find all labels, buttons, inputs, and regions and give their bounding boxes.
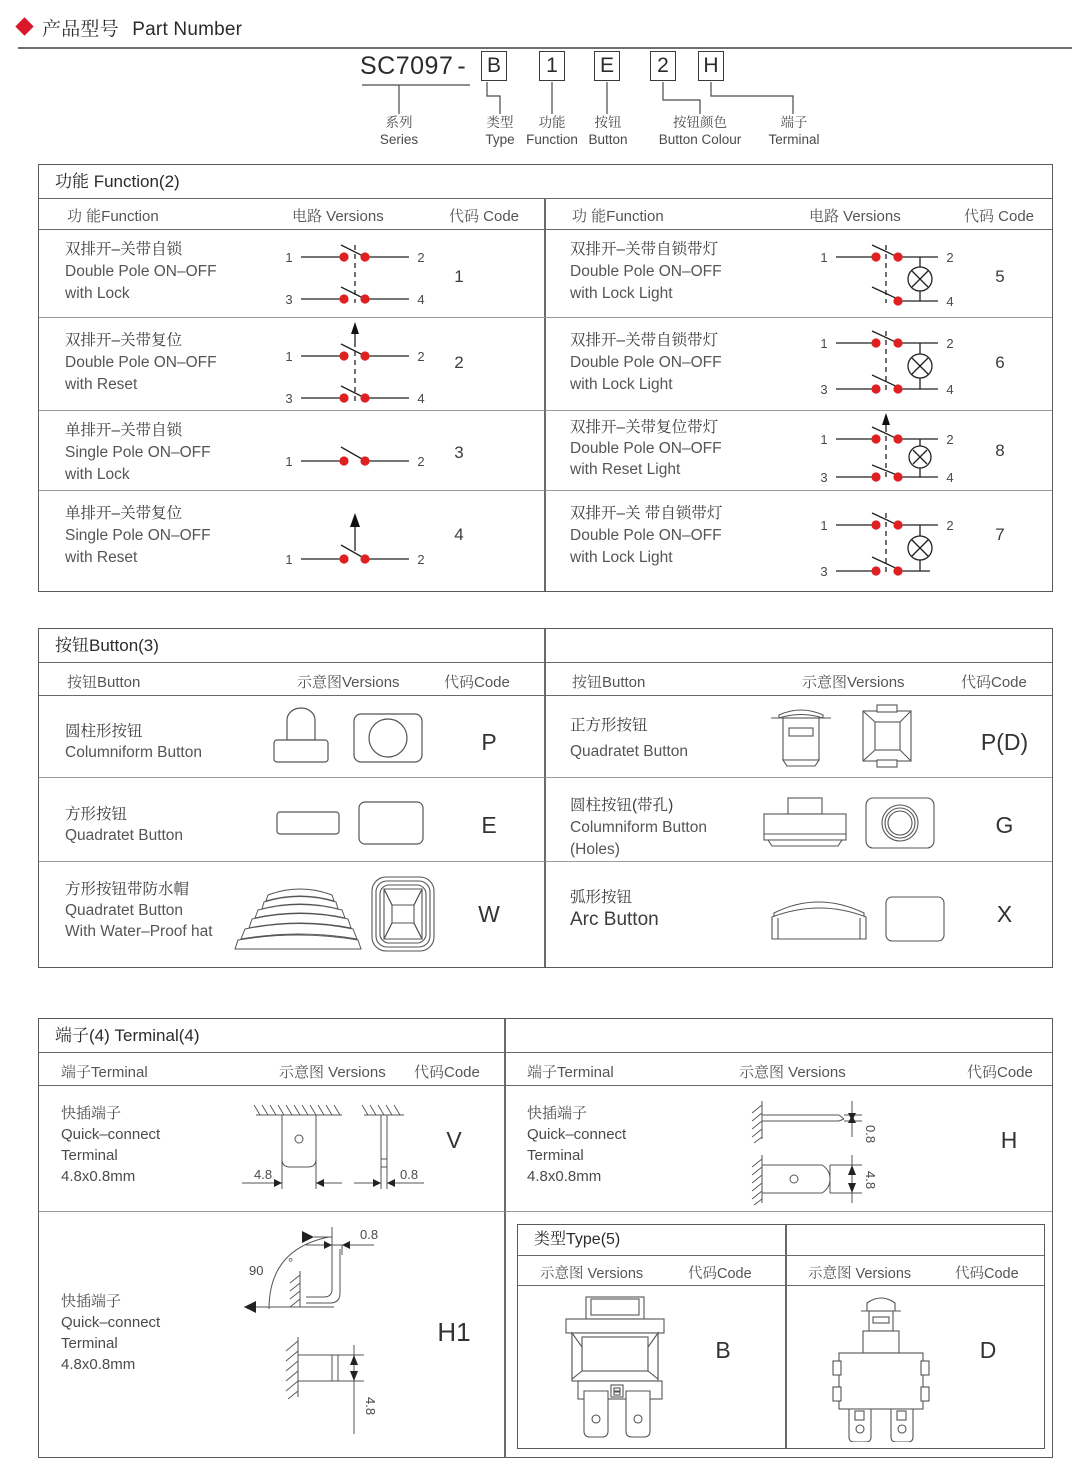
fn-col-versions-left: 电路 Versions: [292, 208, 384, 225]
svg-text:2: 2: [417, 454, 425, 469]
circuit-dp-lock: [279, 237, 469, 315]
table-row: Double Pole ON–OFF: [65, 354, 217, 371]
header-divider: [18, 47, 1072, 49]
pn-box-button[interactable]: E: [594, 51, 620, 81]
button-table: [38, 628, 1053, 968]
divider: [545, 410, 1052, 411]
table-row: with Reset: [65, 376, 138, 393]
table-row: 双排开–关带复位: [65, 332, 183, 349]
pn-label-button-colour-cn: 按钮颜色: [673, 115, 727, 130]
pn-label-series-en: Series: [379, 132, 419, 147]
pn-label-button-cn: 按钮: [594, 115, 622, 130]
table-row: Quick–connect: [527, 1126, 627, 1143]
page-title-cn: 产品型号: [42, 19, 119, 40]
function-table-title: 功能 Function(2): [55, 172, 180, 191]
svg-text:2: 2: [946, 336, 954, 351]
shape-arc: [754, 887, 949, 953]
circuit-dp-lock-light-5: [814, 237, 994, 319]
fn-code-6: 6: [995, 353, 1005, 372]
page-title-en: Part Number: [132, 19, 243, 40]
table-row: Arc Button: [570, 909, 659, 930]
shape-push-switch: [823, 1287, 953, 1442]
divider: [505, 1211, 1052, 1212]
shape-rocker-switch: [556, 1291, 686, 1441]
pn-label-function-cn: 功能: [538, 115, 566, 130]
svg-text:2: 2: [417, 552, 425, 567]
term-code-H1: H1: [437, 1317, 471, 1347]
pn-box-terminal[interactable]: H: [698, 51, 724, 81]
term-col-versions-right: 示意图 Versions: [739, 1064, 846, 1081]
divider: [39, 777, 544, 778]
pn-label-terminal-cn: 端子: [780, 115, 808, 130]
pn-box-button-colour[interactable]: 2: [650, 51, 676, 81]
type-table: [517, 1224, 1045, 1449]
table-row: Terminal: [61, 1335, 118, 1352]
table-row: 快插端子: [61, 1105, 122, 1122]
svg-text:2: 2: [946, 250, 954, 265]
table-row: 正方形按钮: [570, 717, 648, 734]
svg-text:4: 4: [417, 292, 425, 307]
fn-col-name-right: 功 能Function: [572, 208, 664, 225]
divider: [545, 777, 1052, 778]
table-row: Columniform Button: [65, 744, 202, 761]
series-text: SC7097: [360, 52, 454, 80]
table-row: with Reset Light: [570, 461, 681, 478]
pn-label-terminal: [752, 114, 836, 148]
btn-code-PD: P(D): [980, 729, 1029, 755]
divider: [39, 861, 544, 862]
svg-text:2: 2: [417, 250, 425, 265]
btn-col-versions-left: 示意图Versions: [297, 674, 400, 691]
svg-text:0.8: 0.8: [360, 1227, 379, 1242]
term-col-code-right: 代码Code: [967, 1064, 1033, 1081]
pn-box-function[interactable]: 1: [539, 51, 565, 81]
divider: [39, 1085, 1052, 1086]
svg-text:1: 1: [285, 250, 293, 265]
shape-columniform: [249, 704, 439, 772]
table-row: Terminal: [527, 1147, 584, 1164]
table-row: with Lock: [65, 466, 130, 483]
fn-code-3: 3: [454, 443, 464, 462]
shape-waterproof: [224, 869, 439, 959]
divider: [518, 1255, 1044, 1256]
dash-text: -: [457, 52, 467, 80]
pn-label-function-en: Function: [526, 132, 578, 147]
divider: [39, 198, 1052, 199]
btn-col-name-right: 按钮Button: [572, 674, 646, 691]
pn-label-type-en: Type: [485, 132, 515, 147]
table-row: Quadratet Button: [65, 827, 184, 844]
svg-text:4.8: 4.8: [363, 1397, 378, 1416]
shape-square-cap: [759, 701, 949, 773]
button-table-title: 按钮Button(3): [55, 636, 159, 655]
table-row: with Lock Light: [570, 376, 673, 393]
table-row: Terminal: [61, 1147, 118, 1164]
svg-text:1: 1: [820, 336, 828, 351]
btn-code-W: W: [478, 901, 500, 927]
btn-col-code-right: 代码Code: [961, 674, 1027, 691]
fn-code-2: 2: [454, 353, 464, 372]
circuit-dp-lock-light-6: [814, 323, 994, 405]
svg-text:0.8: 0.8: [863, 1125, 878, 1144]
table-row: Double Pole ON–OFF: [570, 263, 722, 280]
table-row: 4.8x0.8mm: [61, 1168, 136, 1185]
table-row: 单排开–关带自锁: [65, 422, 183, 439]
table-row: 方形按钮带防水帽: [65, 881, 190, 898]
pn-label-button: [570, 114, 646, 148]
fn-code-8: 8: [995, 441, 1005, 460]
svg-text:4: 4: [946, 470, 954, 485]
fn-col-versions-right: 电路 Versions: [809, 208, 901, 225]
svg-text:4.8: 4.8: [254, 1167, 273, 1182]
circuit-sp-reset: [279, 503, 469, 581]
table-row: 4.8x0.8mm: [61, 1356, 136, 1373]
drawing-terminal-h: [744, 1093, 944, 1211]
table-row: 双排开–关带自锁: [65, 241, 183, 258]
table-row: 4.8x0.8mm: [527, 1168, 602, 1185]
type-col-code-right: 代码Code: [955, 1266, 1019, 1282]
table-row: Double Pole ON–OFF: [570, 527, 722, 544]
svg-text:1: 1: [820, 518, 828, 533]
table-row: Single Pole ON–OFF: [65, 444, 211, 461]
pn-label-type-cn: 类型: [486, 115, 514, 130]
btn-col-code-left: 代码Code: [444, 674, 510, 691]
svg-text:1: 1: [285, 454, 293, 469]
divider: [39, 1211, 504, 1212]
table-row: 快插端子: [527, 1105, 588, 1122]
term-col-name-right: 端子Terminal: [527, 1064, 614, 1081]
btn-code-G: G: [995, 812, 1014, 838]
pn-label-button-colour: [640, 114, 760, 148]
svg-text:1: 1: [285, 552, 293, 567]
table-row: With Water–Proof hat: [65, 923, 213, 940]
btn-code-X: X: [996, 901, 1013, 927]
table-row: Double Pole ON–OFF: [570, 440, 722, 457]
table-row: 单排开–关带复位: [65, 505, 183, 522]
table-row: 方形按钮: [65, 806, 128, 823]
svg-text:4.8: 4.8: [863, 1171, 878, 1190]
svg-text:2: 2: [946, 518, 954, 533]
fn-col-code-right: 代码 Code: [964, 208, 1035, 225]
pn-label-button-en: Button: [588, 132, 628, 147]
pn-label-button-colour-en: Button Colour: [658, 132, 742, 147]
terminal-table-title: 端子(4) Terminal(4): [55, 1026, 200, 1045]
table-row: 双排开–关带自锁带灯: [570, 241, 719, 258]
center-divider: [504, 1019, 506, 1457]
terminal-table: [38, 1018, 1053, 1458]
svg-text:1: 1: [820, 432, 828, 447]
svg-text:4: 4: [946, 294, 954, 309]
fn-code-7: 7: [995, 525, 1005, 544]
svg-text:2: 2: [946, 432, 954, 447]
table-row: 双排开–关带复位带灯: [570, 419, 719, 436]
divider: [545, 861, 1052, 862]
table-row: Quadratet Button: [570, 743, 689, 760]
svg-text:3: 3: [820, 470, 828, 485]
table-row: 圆柱形按钮: [65, 723, 143, 740]
table-row: (Holes): [570, 841, 620, 858]
svg-text:3: 3: [285, 391, 293, 406]
function-table: [38, 164, 1053, 592]
part-number-decoder: [0, 52, 1090, 162]
svg-text:4: 4: [417, 391, 425, 406]
divider: [39, 1052, 1052, 1053]
table-row: 双排开–关带自锁带灯: [570, 332, 719, 349]
table-row: 快插端子: [61, 1293, 122, 1310]
drawing-terminal-v: [224, 1097, 444, 1202]
circuit-dp-lock-light-7: [814, 505, 994, 585]
fn-code-1: 1: [454, 267, 464, 286]
page-title: [42, 14, 242, 41]
term-code-V: V: [446, 1127, 462, 1153]
fn-col-name-left: 功 能Function: [67, 208, 159, 225]
table-row: 弧形按钮: [570, 889, 633, 906]
fn-code-4: 4: [454, 525, 464, 544]
btn-col-versions-right: 示意图Versions: [802, 674, 905, 691]
btn-code-E: E: [481, 812, 497, 838]
fn-col-code-left: 代码 Code: [449, 208, 520, 225]
type-code-B: B: [715, 1337, 731, 1363]
svg-text:1: 1: [820, 250, 828, 265]
divider: [518, 1285, 1044, 1286]
table-row: with Reset: [65, 549, 138, 566]
page-header: [0, 14, 1090, 54]
circuit-dp-reset: [279, 320, 469, 412]
table-row: Quick–connect: [61, 1314, 161, 1331]
center-divider: [544, 198, 546, 591]
svg-text:3: 3: [820, 564, 828, 579]
pn-label-series-cn: 系列: [385, 115, 413, 130]
type-code-D: D: [979, 1337, 997, 1363]
circuit-dp-reset-light-8: [814, 413, 994, 493]
type-col-versions-left: 示意图 Versions: [540, 1266, 644, 1282]
type-table-title: 类型Type(5): [534, 1231, 621, 1248]
term-col-name-left: 端子Terminal: [61, 1064, 148, 1081]
shape-columniform-hole: [754, 792, 949, 857]
table-row: with Lock: [65, 285, 130, 302]
divider: [39, 662, 1052, 663]
table-row: Single Pole ON–OFF: [65, 527, 211, 544]
table-row: Columniform Button: [570, 819, 707, 836]
divider: [39, 229, 1052, 230]
svg-text:3: 3: [285, 292, 293, 307]
circuit-sp-lock: [279, 433, 469, 481]
term-col-versions-left: 示意图 Versions: [279, 1064, 386, 1081]
shape-rect-flat: [249, 792, 439, 852]
part-number-series: [360, 52, 470, 81]
divider: [39, 317, 546, 318]
table-row: Quick–connect: [61, 1126, 161, 1143]
svg-text:°: °: [288, 1255, 294, 1270]
svg-text:3: 3: [820, 382, 828, 397]
diamond-icon: [15, 17, 33, 35]
btn-code-P: P: [481, 729, 497, 755]
svg-text:2: 2: [417, 349, 425, 364]
divider: [39, 490, 544, 491]
svg-text:4: 4: [946, 382, 954, 397]
term-code-H: H: [1000, 1127, 1018, 1153]
pn-box-type[interactable]: B: [481, 51, 507, 81]
svg-text:0.8: 0.8: [400, 1167, 419, 1182]
btn-col-name-left: 按钮Button: [67, 674, 141, 691]
pn-label-terminal-en: Terminal: [768, 132, 820, 147]
fn-code-5: 5: [995, 267, 1005, 286]
table-row: with Lock Light: [570, 285, 673, 302]
svg-text:90: 90: [249, 1263, 264, 1278]
type-col-versions-right: 示意图 Versions: [808, 1266, 912, 1282]
table-row: Quadratet Button: [65, 902, 184, 919]
center-divider: [785, 1225, 787, 1448]
divider: [39, 695, 1052, 696]
table-row: 圆柱按钮(带孔): [570, 797, 674, 814]
table-row: Double Pole ON–OFF: [65, 263, 217, 280]
svg-text:1: 1: [285, 349, 293, 364]
drawing-terminal-h1: [214, 1219, 444, 1449]
table-row: Double Pole ON–OFF: [570, 354, 722, 371]
pn-label-series: [359, 114, 439, 148]
table-row: 双排开–关 带自锁带灯: [570, 505, 723, 522]
type-col-code-left: 代码Code: [688, 1266, 752, 1282]
term-col-code-left: 代码Code: [414, 1064, 480, 1081]
table-row: with Lock Light: [570, 549, 673, 566]
center-divider: [544, 629, 546, 967]
